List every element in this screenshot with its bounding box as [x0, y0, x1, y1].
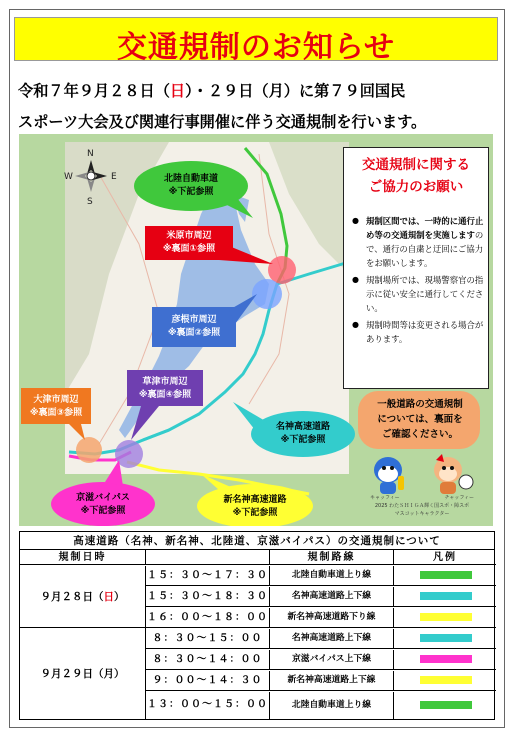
intro-sunday: 日: [169, 82, 186, 100]
row-time: ８：３０～１４：００: [146, 650, 270, 669]
intro-line-1: [18, 80, 498, 101]
general-road-text: [364, 397, 476, 442]
label-otsu-note: ※裏面③参照: [29, 408, 83, 418]
label-hokuriku-name: 北陸自動車道: [163, 174, 218, 184]
header-legend: 凡例: [394, 550, 496, 565]
label-hokuriku-note: ※下記参照: [168, 187, 214, 197]
title-banner: [14, 17, 498, 65]
header-route-spacer: [146, 550, 270, 565]
table-row: [146, 566, 496, 586]
regulation-table: [19, 531, 495, 720]
legend-meishin-swatch: [420, 634, 472, 642]
mascot-right-name: チャッフィー: [444, 495, 474, 501]
date-day-2: ９月２９日（月）: [20, 628, 146, 720]
notice-title-line-1: 交通規制に関する: [362, 157, 470, 173]
compass-w: W: [64, 172, 73, 182]
row-road: 名神高速道路上下線: [270, 629, 394, 648]
label-otsu: [21, 394, 91, 420]
label-maibara-name: 米原市周辺: [166, 231, 212, 241]
date-day-1: [20, 566, 146, 628]
label-maibara: [145, 230, 233, 256]
label-hikone-name: 彦根市周辺: [171, 315, 217, 325]
label-kusatsu: [127, 376, 203, 402]
table-row: [146, 692, 496, 720]
label-keiji: [53, 492, 153, 518]
label-hikone: [152, 314, 236, 340]
mascot-caffy-icon: [374, 457, 404, 494]
label-meishin: [253, 421, 353, 447]
zone-hikone: [252, 279, 282, 309]
general-road-callout: [358, 391, 480, 449]
table-row: [146, 650, 496, 670]
row-road: 北陸自動車道上り線: [270, 566, 394, 585]
row-time: １５：３０～１７：３０: [146, 566, 270, 585]
general-line-3: ご確認ください。: [381, 429, 458, 440]
legend-shinmeishin-swatch: [420, 676, 472, 684]
row-road: 新名神高速道路下り線: [270, 608, 394, 627]
date-day-1-b: ）: [114, 591, 125, 603]
row-road: 名神高速道路上下線: [270, 587, 394, 606]
notice-title: [344, 154, 488, 198]
general-line-2: については、裏面を: [377, 414, 463, 425]
row-time: １６：００～１８：００: [146, 608, 270, 627]
header-route: 規制路線: [270, 550, 394, 565]
row-time: ９：００～１４：３０: [146, 671, 270, 690]
label-keiji-note: ※下記参照: [80, 506, 126, 516]
notice-item-1-bold: 規制区間では、一時的に通行止め等の交通規制を実施します: [366, 216, 484, 240]
notice-item-2: ● 規制場所では、現場警察官の指示に従い安全に通行してください。: [352, 273, 486, 315]
row-road: 新名神高速道路上下線: [270, 671, 394, 690]
legend-shinmeishin-swatch: [420, 613, 472, 621]
legend-hokuriku-swatch: [420, 701, 472, 709]
intro-line-2: スポーツ大会及び関連行事開催に伴う交通規制を行います。: [18, 113, 427, 131]
row-time: １３：００～１５：００: [146, 692, 270, 720]
notice-item-1-rest: ので、通行の自粛と迂回にご協力をお願いします。: [366, 230, 484, 268]
row-time: ８：３０～１５：００: [146, 629, 270, 648]
table-row: [146, 629, 496, 649]
date-day-1-sunday: 日: [103, 591, 114, 603]
compass-e: E: [111, 172, 117, 182]
cooperation-notice: [343, 147, 489, 389]
table-title: 高速道路（名神、新名神、北陸道、京滋バイパス）の交通規制について: [20, 532, 494, 550]
zone-otsu: [76, 437, 102, 463]
label-keiji-name: 京滋バイパス: [76, 493, 130, 503]
legend-hokuriku-swatch: [420, 571, 472, 579]
label-shinmeishin-note: ※下記参照: [232, 508, 278, 518]
notice-item-3: ● 規制時間等は変更される場合があります。: [352, 318, 486, 346]
general-line-1: 一般道路の交通規制: [377, 399, 463, 410]
mascot-caption-line-2: マスコットキャラクター: [394, 511, 450, 517]
label-maibara-note: ※裏面①参照: [162, 244, 216, 254]
compass-n: N: [87, 149, 94, 159]
table-row: [146, 671, 496, 691]
label-kusatsu-note: ※裏面④参照: [138, 390, 192, 400]
date-day-1-a: ９月２８日（: [40, 591, 104, 603]
notice-title-line-2: ご協力のお願い: [368, 179, 464, 195]
table-row: [146, 587, 496, 607]
page-title: 交通規制のお知らせ: [116, 30, 396, 65]
intro-date-a: 令和７年９月２８日（: [18, 82, 170, 100]
row-road: 北陸自動車道上り線: [270, 692, 394, 720]
row-road: 京滋バイパス上下線: [270, 650, 394, 669]
header-datetime: 規制日時: [20, 550, 146, 565]
label-shinmeishin: [205, 494, 305, 520]
mascot-chaffy-icon: [434, 454, 473, 494]
mascot-illustration: [358, 452, 486, 496]
mascot-caption: [356, 494, 488, 518]
zone-maibara: [268, 256, 296, 284]
notice-item-1: [352, 214, 486, 270]
label-hokuriku: [140, 173, 242, 199]
legend-meishin-swatch: [420, 592, 472, 600]
row-time: １５：３０～１８：３０: [146, 587, 270, 606]
label-kusatsu-name: 草津市周辺: [142, 377, 188, 387]
label-otsu-name: 大津市周辺: [33, 395, 79, 405]
table-row: [146, 608, 496, 628]
notice-body: [352, 214, 486, 349]
legend-keiji-swatch: [420, 655, 472, 663]
mascot-left-name: キャッフィー: [370, 495, 400, 501]
label-meishin-note: ※下記参照: [280, 435, 326, 445]
intro-date-b: ）・２９日（月）に第７９回国民: [185, 82, 406, 100]
label-meishin-name: 名神高速道路: [275, 422, 330, 432]
label-hikone-note: ※裏面②参照: [167, 328, 221, 338]
mascot-caption-line-1: 2025 わたＳＨＩＧＡ輝く国スポ・障スポ: [374, 503, 470, 509]
label-shinmeishin-name: 新名神高速道路: [223, 495, 287, 505]
compass-s: S: [87, 197, 93, 207]
